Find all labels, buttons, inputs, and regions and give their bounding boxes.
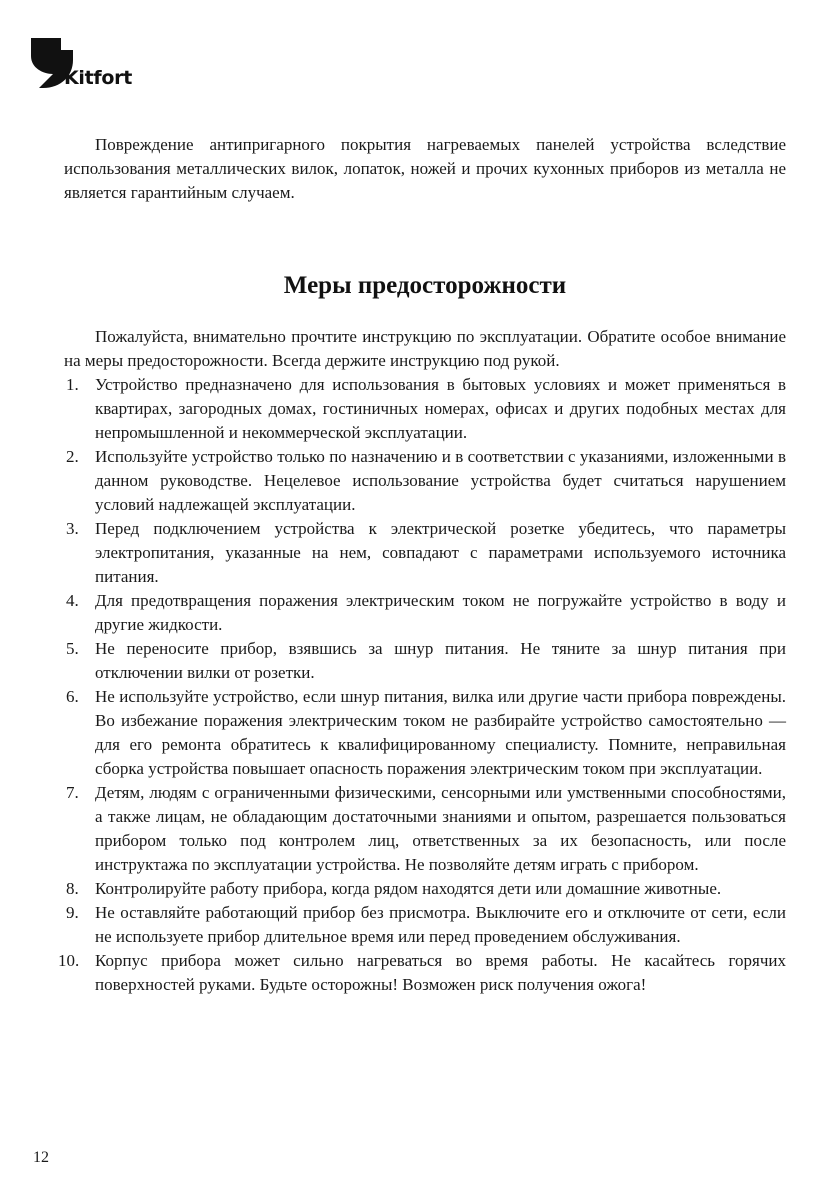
item-number: 4. bbox=[66, 591, 79, 610]
item-text: Перед подключением устройства к электрической розетке убедитесь, что параметры электропитания, указанные на нем, совпадают с параметрами используемого источника питания. bbox=[95, 519, 786, 586]
kitfort-logo bbox=[31, 38, 132, 88]
item-number: 9. bbox=[66, 903, 79, 922]
item-text: Корпус прибора может сильно нагреваться во время работы. Не касайтесь горячих поверхностей руками. Будьте осторожны! Возможен риск получения ожога! bbox=[95, 951, 786, 994]
list-item bbox=[64, 877, 786, 901]
item-number: 3. bbox=[66, 519, 79, 538]
list-item bbox=[64, 445, 786, 517]
list-item bbox=[64, 517, 786, 589]
item-number: 6. bbox=[66, 687, 79, 706]
list-item bbox=[64, 589, 786, 637]
item-text: Устройство предназначено для использования в бытовых условиях и может применяться в квартирах, загородных домах, гостиничных номерах, офисах и других подобных местах для непромышленной и некоммерческой эксплуатации. bbox=[95, 375, 786, 442]
item-number: 1. bbox=[66, 375, 79, 394]
list-item bbox=[64, 685, 786, 781]
item-number: 8. bbox=[66, 879, 79, 898]
item-text: Не переносите прибор, взявшись за шнур питания. Не тяните за шнур питания при отключении вилки от розетки. bbox=[95, 639, 786, 682]
precautions-list bbox=[58, 373, 786, 997]
item-number: 5. bbox=[66, 639, 79, 658]
logo-text: Kitfort bbox=[64, 67, 132, 89]
list-item bbox=[64, 637, 786, 685]
page-number: 12 bbox=[33, 1149, 49, 1166]
list-item bbox=[64, 373, 786, 445]
precautions-block bbox=[58, 325, 786, 997]
item-text: Детям, людям с ограниченными физическими, сенсорными или умственными способностями, а также лицам, не обладающим достаточными знаниями и опытом, разрешается пользоваться прибором только под контролем лиц, ответственных за их безопасность, или после инструктажа по эксплуатации устройства. Не позволяйте детям играть с прибором. bbox=[95, 783, 786, 874]
item-text: Не оставляйте работающий прибор без присмотра. Выключите его и отключите от сети, если не используете прибор длительное время или перед проведением обслуживания. bbox=[95, 903, 786, 946]
section-title: Меры предосторожности bbox=[283, 272, 567, 299]
list-item bbox=[64, 781, 786, 877]
item-text: Контролируйте работу прибора, когда рядом находятся дети или домашние животные. bbox=[95, 879, 722, 898]
item-number: 10. bbox=[58, 951, 80, 970]
item-text: Для предотвращения поражения электрическим током не погружайте устройство в воду и другие жидкости. bbox=[95, 591, 786, 634]
item-number: 2. bbox=[66, 447, 79, 466]
item-text: Используйте устройство только по назначению и в соответствии с указаниями, изложенными в данном руководстве. Нецелевое использование устройства будет считаться нарушением условий надлежащей эксплуатации. bbox=[95, 447, 786, 514]
item-text: Не используйте устройство, если шнур питания, вилка или другие части прибора повреждены. Во избежание поражения электрическим током не разбирайте устройство самостоятельно — для его ремонта обратитесь к квалифицированному специалисту. Помните, неправильная сборка устройства повышает опасность поражения электрическим током при эксплуатации. bbox=[95, 687, 786, 778]
lead-paragraph: Пожалуйста, внимательно прочтите инструкцию по эксплуатации. Обратите особое внимание на меры предосторожности. Всегда держите инструкцию под рукой. bbox=[64, 327, 786, 370]
intro-paragraph: Повреждение антипригарного покрытия нагреваемых панелей устройства вследствие использования металлических вилок, лопаток, ножей и прочих кухонных приборов из металла не является гарантийным случаем. bbox=[64, 135, 786, 202]
intro-block bbox=[64, 133, 786, 205]
list-item bbox=[58, 949, 786, 997]
item-number: 7. bbox=[66, 783, 79, 802]
list-item bbox=[64, 901, 786, 949]
